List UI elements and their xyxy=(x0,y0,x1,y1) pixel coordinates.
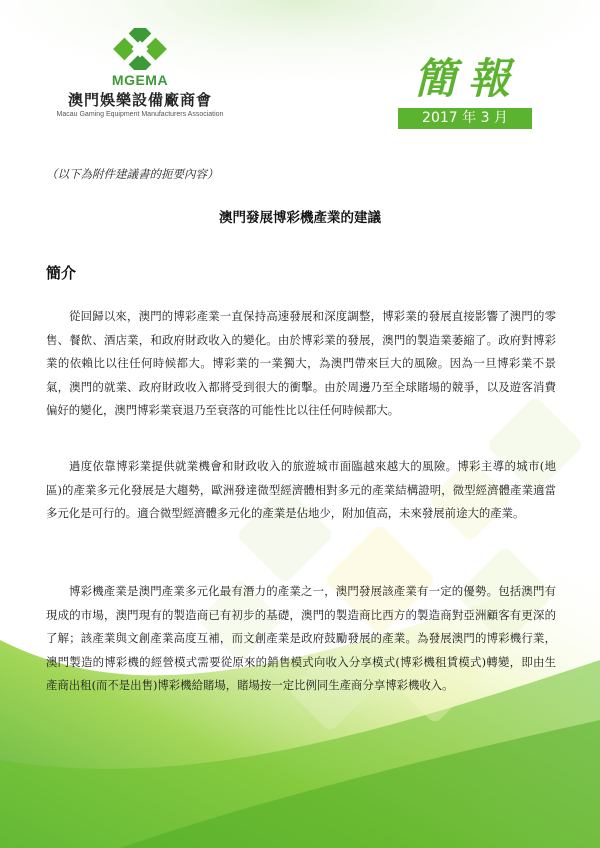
document-title: 澳門發展博彩機產業的建議 xyxy=(219,210,381,226)
issue-date: 2017 年 3 月 xyxy=(398,108,532,129)
paragraph: 博彩機產業是澳門產業多元化最有潛力的產業之一，澳門發展該產業有一定的優勢。包括澳門有現成的市場，澳門現有的製造商已有初步的基礎，澳門的製造商比西方的製造商對亞洲顧客有更深的了解；該產業與文創產業高度互補，而文創產業是政府鼓勵發展的產業。為發展澳門的博彩機行業，澳門製造的博彩機的經營模式需要從原來的銷售模式向收入分享模式(博彩機租賃模式)轉變，即由生產商出租(而不是出售)博彩機給賭場，賭場按一定比例同生產商分享博彩機收入。 xyxy=(46,584,556,692)
logo-english-name: Macau Gaming Equipment Manufacturers Association xyxy=(56,111,224,118)
bulletin-title: 簡報 xyxy=(413,54,522,103)
logo-acronym: MGEMA xyxy=(111,72,169,88)
paragraph: 從回歸以來，澳門的博彩產業一直保持高速發展和深度調整，博彩業的發展直接影響了澳門的零售、餐飲、酒店業，和政府財政收入的變化。由於博彩業的發展，澳門的製造業萎縮了。政府對博彩業的依賴比以往任何時候都大。博彩業的一業獨大，為澳門帶來巨大的風險。因為一旦博彩業不景氣，澳門的就業、政府財政收入都將受到很大的衝擊。由於周邊乃至全球賭場的競爭，以及遊客消費偏好的變化，澳門博彩業衰退乃至衰落的可能性比以往任何時候都大。 xyxy=(46,309,556,417)
diamond-logo-icon xyxy=(105,28,175,70)
paragraph: 過度依靠博彩業提供就業機會和財政收入的旅遊城市面臨越來越大的風險。博彩主導的城市(地區)的產業多元化發展是大趨勢，歐洲發達微型經濟體相對多元的產業結構證明，微型經濟體產業適當多元化是可行的。適合微型經濟體多元化的產業是佔地少，附加值高，未來發展前途大的產業。 xyxy=(46,459,556,520)
logo-chinese-name: 澳門娛樂設備廠商會 xyxy=(67,91,212,109)
summary-note: （以下為附件建議書的扼要內容） xyxy=(46,167,219,181)
association-logo xyxy=(40,28,240,118)
section-heading: 簡介 xyxy=(46,264,77,282)
